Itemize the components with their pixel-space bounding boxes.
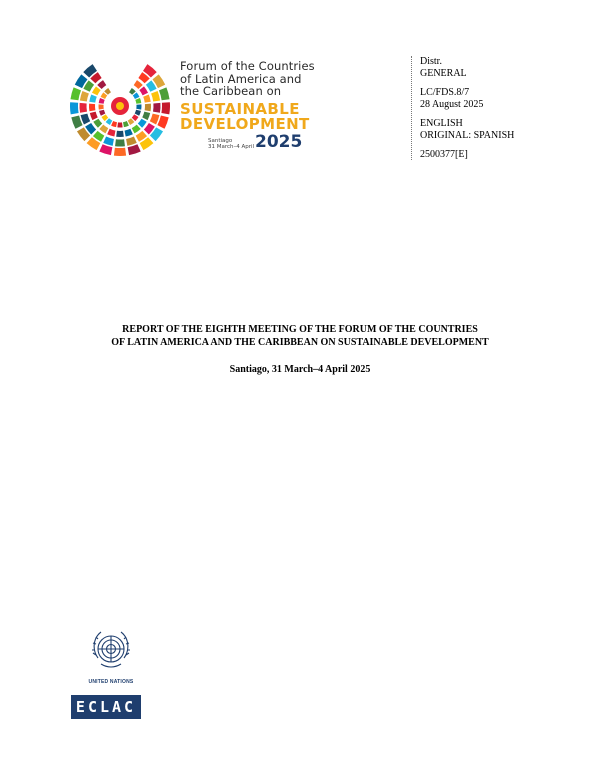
sdg-ring-segment [153, 129, 160, 138]
sustainable-development-text [180, 102, 310, 132]
sdg-wheel-icon [70, 56, 170, 162]
sdg-ring-segment [80, 129, 87, 138]
sdg-ring-segment [96, 120, 100, 125]
un-emblem [78, 628, 144, 685]
sdg-ring-segment [135, 83, 140, 87]
forum-name [180, 60, 315, 98]
sdg-ring-segment [95, 134, 102, 139]
distr-type: GENERAL [420, 68, 467, 79]
sdg-ring-segment [107, 120, 111, 123]
sdg-ring-segment [74, 103, 75, 114]
forum-year: 2025 [255, 132, 303, 152]
sdg-ring-segment [137, 110, 139, 114]
original-language: ORIGINAL: SPANISH [420, 130, 515, 141]
sdg-ring-segment [112, 123, 116, 124]
sdg-ring-segment [163, 89, 166, 100]
forum-name-line2: of Latin America and [180, 71, 302, 86]
sdg-ring-segment [145, 68, 154, 75]
sdg-ring-segment [102, 110, 104, 114]
distribution-block [420, 56, 514, 161]
sdg-ring-segment [78, 77, 84, 87]
distr-divider [411, 56, 412, 160]
sdg-ring-segment [74, 89, 77, 100]
sdg-ring-segment [99, 83, 104, 87]
sdg-ring-segment [130, 90, 134, 93]
report-title-line1: REPORT OF THE EIGHTH MEETING OF THE FORUM OF THE COUNTRIES [122, 324, 478, 335]
sdg-ring-segment [105, 140, 114, 143]
sdg-ring-segment [146, 125, 152, 132]
sdg-ring-segment [95, 88, 99, 94]
eclac-logo [71, 695, 141, 719]
sdg-ring-segment [154, 92, 156, 101]
sdg-ring-segment [88, 125, 94, 132]
sdg-ring-segment [125, 131, 132, 133]
sdg-ring-segment [128, 148, 139, 151]
sdg-ring-segment [156, 103, 157, 112]
sdg-ring-segment [108, 131, 115, 133]
sdg-ring-segment [123, 123, 127, 124]
sdg-ring-segment [89, 140, 98, 146]
sdg-ring-segment [142, 88, 146, 94]
sdg-ring-segment [86, 68, 95, 75]
sustainable-word: SUSTAINABLE [180, 100, 300, 118]
forum-dates [208, 138, 254, 150]
sdg-ring-segment [149, 83, 154, 91]
un-emblem-icon [89, 628, 133, 672]
forum-name-line3: the Caribbean on [180, 84, 282, 98]
sdg-center-inner-dot [116, 102, 124, 110]
sdg-ring-segment [104, 116, 107, 120]
report-title [0, 324, 600, 349]
sdg-ring-segment [146, 96, 148, 103]
document-date: 28 August 2025 [420, 99, 484, 110]
sdg-ring-segment [140, 120, 144, 125]
sdg-ring-segment [101, 99, 102, 103]
sdg-ring-segment [75, 116, 79, 127]
forum-date-range: 31 March–4 April [208, 144, 255, 150]
document-symbol: LC/FDS.8/7 [420, 87, 470, 98]
sdg-ring-segment [101, 127, 107, 131]
sdg-ring-segment [83, 92, 85, 101]
development-word: DEVELOPMENT [180, 115, 310, 133]
sdg-ring-segment [92, 96, 94, 103]
place-date: Santiago, 31 March–4 April 2025 [229, 364, 371, 375]
sdg-ring-segment [93, 112, 95, 118]
forum-city: Santiago [208, 138, 233, 144]
forum-name-line1: Forum of the Countries [180, 59, 315, 73]
document-code: 2500377[E] [420, 149, 468, 160]
sdg-ring-segment [134, 116, 137, 120]
sdg-ring-segment [165, 103, 166, 114]
sdg-ring-segment [156, 77, 162, 87]
sdg-ring-segment [153, 114, 156, 122]
sdg-ring-segment [138, 99, 139, 103]
sdg-ring-segment [106, 90, 110, 93]
sdg-ring-segment [135, 94, 137, 98]
un-label: UNITED NATIONS [88, 679, 134, 685]
sdg-ring-segment [137, 134, 144, 139]
sdg-ring-segment [127, 140, 136, 143]
sdg-ring-segment [103, 94, 105, 98]
sdg-ring-segment [133, 127, 139, 131]
report-title-line2: OF LATIN AMERICA AND THE CARIBBEAN ON SUSTAINABLE DEVELOPMENT [111, 336, 489, 348]
sdg-ring-segment [84, 114, 87, 122]
eclac-text: ECLAC [75, 698, 137, 716]
document-language: ENGLISH [420, 118, 463, 129]
sdg-ring-segment [145, 112, 147, 118]
sdg-ring-segment [161, 116, 165, 127]
sdg-ring-segment [142, 140, 151, 146]
forum-logo [70, 56, 320, 162]
sdg-ring-segment [87, 83, 92, 91]
sdg-ring-segment [101, 148, 112, 151]
sdg-ring-segment [93, 75, 100, 81]
sdg-ring-segment [140, 75, 147, 81]
sdg-ring-segment [83, 103, 84, 112]
sdg-ring-segment [129, 120, 133, 123]
distr-label: Distr. [420, 56, 442, 67]
